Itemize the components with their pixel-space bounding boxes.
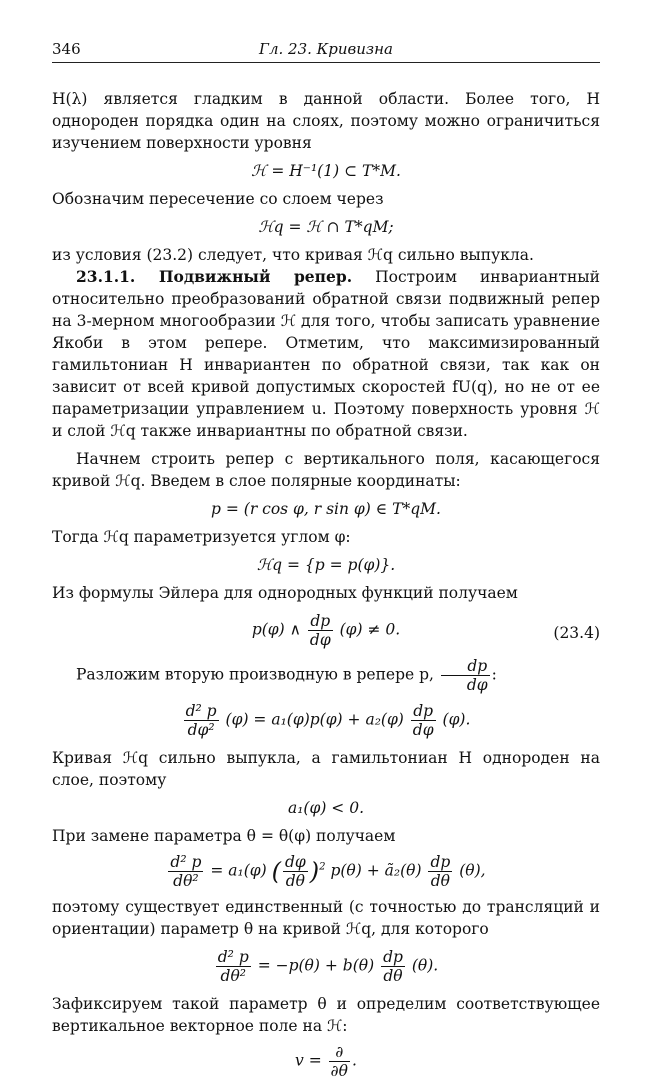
equation (52, 702, 600, 739)
denominator: dθ (430, 872, 451, 890)
eq-part: (φ) = a₁(φ)p(φ) + a₂(φ) (225, 710, 404, 729)
eq-part: p(θ) + ã₂(θ) (330, 861, 422, 880)
eq-part: (θ). (411, 956, 439, 975)
denominator: dθ² (220, 967, 246, 985)
left-paren: ( (271, 857, 281, 886)
paragraph: Обозначим пересечение со слоем через (52, 190, 384, 208)
equation: ℋq = {p = p(φ)}. (256, 556, 396, 574)
denominator: ∂θ (330, 1062, 349, 1080)
numerator: dp (441, 657, 490, 676)
denominator: dφ² (187, 721, 215, 739)
equation: ℋ = H⁻¹(1) ⊂ T*M. (251, 162, 401, 180)
eq-part: = a₁(φ) (210, 861, 267, 880)
equation (52, 948, 600, 985)
equation: a₁(φ) < 0. (287, 799, 365, 817)
section-paragraph (52, 266, 600, 442)
denominator: dφ (412, 721, 434, 739)
fraction (329, 1043, 350, 1080)
paragraph: Из формулы Эйлера для однородных функций получаем (52, 584, 518, 602)
equation (52, 853, 600, 890)
fraction (308, 612, 333, 649)
denominator: dφ (466, 676, 488, 694)
right-paren: ) (309, 857, 320, 886)
eq-part: (φ). (442, 710, 471, 729)
fraction (283, 853, 308, 890)
fraction (381, 948, 405, 985)
book-page (52, 40, 600, 1080)
equation: p = (r cos φ, r sin φ) ∈ T*qM. (211, 500, 441, 518)
fraction (441, 657, 490, 694)
page-body (52, 88, 600, 1086)
numerator: dφ (284, 853, 306, 871)
eq-part: = −p(θ) + b(θ) (257, 956, 375, 975)
section-heading: 23.1.1. Подвижный репер. (76, 267, 353, 286)
eq-part: . (352, 1051, 357, 1070)
numerator: d² p (170, 853, 202, 871)
running-header (52, 40, 600, 63)
page-number: 346 (52, 40, 81, 58)
numerator: ∂ (329, 1043, 350, 1062)
fraction (411, 702, 436, 739)
equation (52, 1043, 600, 1080)
paragraph: из условия (23.2) следует, что кривая ℋq сильно выпукла. (52, 246, 534, 264)
fraction (168, 853, 203, 890)
equation-numbered (52, 612, 600, 649)
numerator: d² p (217, 948, 249, 966)
exponent: 2 (319, 861, 326, 873)
numerator: d² p (185, 702, 217, 720)
paragraph-text: : (491, 665, 497, 684)
eq-part: p(φ) ∧ (251, 620, 306, 639)
fraction (216, 948, 251, 985)
denominator: dθ² (173, 872, 199, 890)
fraction (428, 853, 452, 890)
paragraph (52, 657, 600, 694)
numerator: dp (308, 612, 333, 631)
numerator: dp (430, 853, 451, 871)
denominator: dθ (285, 872, 305, 890)
equation-number: (23.4) (553, 624, 600, 642)
eq-part: v = (295, 1051, 322, 1070)
eq-part: (φ) ≠ 0. (339, 620, 401, 639)
paragraph: Начнем строить репер с вертикального поля, касающегося кривой ℋq. Введем в слое полярные координаты: (52, 450, 600, 490)
paragraph: Кривая ℋq сильно выпукла, а гамильтониан H однороден на слое, поэтому (52, 749, 600, 789)
denominator: dφ (309, 631, 331, 649)
eq-part: (θ), (459, 861, 486, 880)
fraction (184, 702, 219, 739)
numerator: dp (411, 702, 436, 721)
paragraph: При замене параметра θ = θ(φ) получаем (52, 827, 396, 845)
paragraph: поэтому существует единственный (с точностью до трансляций и ориентации) параметр θ на кривой ℋq, для которого (52, 898, 600, 938)
paragraph: H(λ) является гладким в данной области. Более того, H однороден порядка один на слоях, поэтому можно ограничиться изучением поверхности уровня (52, 90, 600, 152)
paragraph: Тогда ℋq параметризуется углом φ: (52, 528, 351, 546)
paragraph: Зафиксируем такой параметр θ и определим соответствующее вертикальное векторное поле на ℋ: (52, 995, 600, 1035)
equation: ℋq = ℋ ∩ T*qM; (258, 218, 394, 236)
paragraph-text: Построим инвариантный относительно преобразований обратной связи подвижный репер на 3-мерном многообразии ℋ для того, чтобы записать уравнение Якоби в этом репере. Отметим, что максимизированный гамильтониан H инвариантен по обратной связи, так как он зависит от всей кривой допустимых скоростей fU(q), но не от ее параметризации управлением u. Поэтому поверхность уровня ℋ и слой ℋq также инвариантны по обратной связи. (52, 268, 600, 440)
numerator: dp (383, 948, 403, 966)
denominator: dθ (383, 967, 403, 985)
chapter-title: Гл. 23. Кривизна (259, 40, 393, 58)
paragraph-text: Разложим вторую производную в репере p, (76, 665, 439, 684)
